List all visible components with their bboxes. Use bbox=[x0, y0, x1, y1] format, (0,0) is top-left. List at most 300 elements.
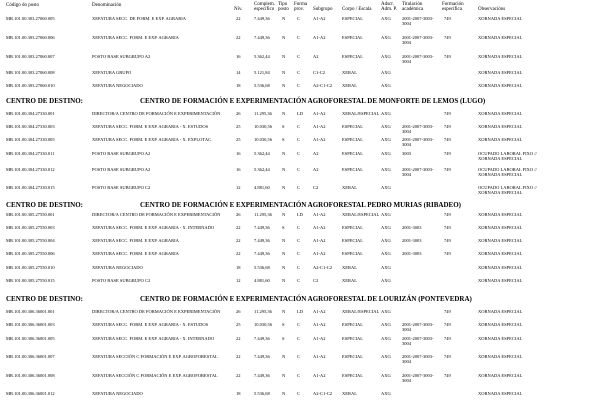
cell-titulacion: 2001-2007-3003- 3004 bbox=[402, 16, 434, 26]
cell-nivel: 12 bbox=[236, 185, 241, 190]
cell-formacion: 749 bbox=[444, 309, 451, 314]
cell-nivel: 18 bbox=[236, 391, 241, 396]
cell-adscr: AXG bbox=[381, 151, 391, 156]
cell-adscr: AXG bbox=[381, 83, 391, 88]
cell-subgrupo: A2-C1-C2 bbox=[313, 391, 332, 396]
cell-tipo: N bbox=[282, 185, 286, 190]
cell-codigo: MR.101.00.305.27550.006 bbox=[6, 251, 55, 256]
cell-nivel: 14 bbox=[236, 70, 241, 75]
cell-tipo: N bbox=[282, 391, 286, 396]
cell-corpo: ESPECIAL bbox=[342, 16, 364, 21]
cell-corpo: ESPECIAL bbox=[342, 354, 364, 359]
cell-forma: LD bbox=[297, 212, 303, 217]
cell-titulacion: 2001-3003 bbox=[402, 251, 422, 256]
cell-tipo: N bbox=[282, 16, 286, 21]
section-label: CENTRO DE DESTINO: bbox=[6, 201, 84, 209]
cell-denominacion: POSTO BASE SUBGRUPO C2 bbox=[92, 185, 151, 190]
cell-adscr: AXG bbox=[381, 251, 391, 256]
cell-corpo: ESPECIAL bbox=[342, 336, 364, 341]
cell-codigo: MR.101.00.304.27330.003 bbox=[6, 124, 55, 129]
cell-subgrupo: A1-A2 bbox=[313, 225, 326, 230]
cell-complemento: 7.449,36 bbox=[254, 373, 270, 378]
cell-corpo: ESPECIAL bbox=[342, 151, 364, 156]
cell-complemento: 4.881,60 bbox=[254, 278, 270, 283]
cell-complemento: 7.449,36 bbox=[254, 336, 270, 341]
cell-formacion: 749 bbox=[444, 336, 451, 341]
cell-adscr: AXG bbox=[381, 336, 391, 341]
cell-tipo: N bbox=[282, 167, 286, 172]
cell-nivel: 26 bbox=[236, 111, 241, 116]
cell-codigo: MR.101.00.304.27330.001 bbox=[6, 111, 55, 116]
header-forma: Forma prov. bbox=[294, 2, 308, 13]
cell-denominacion: XEFATURA SECCIÓN C FORMACIÓN E EXP. AGROFORESTAL bbox=[92, 354, 218, 359]
cell-adscr: AXG bbox=[381, 212, 391, 217]
table-row bbox=[0, 310, 616, 320]
cell-adscr: AXG bbox=[381, 322, 391, 327]
cell-forma: LD bbox=[297, 309, 303, 314]
cell-corpo: ESPECIAL bbox=[342, 167, 364, 172]
cell-titulacion: 2001-2007-3003- 3004 bbox=[402, 336, 434, 346]
table-row bbox=[0, 226, 616, 236]
cell-adscr: AXG bbox=[381, 54, 391, 59]
cell-subgrupo: A2 bbox=[313, 151, 319, 156]
cell-forma: C bbox=[297, 322, 301, 327]
cell-observacions: XORNADA ESPECIAL bbox=[478, 251, 523, 256]
cell-tipo: N bbox=[282, 70, 286, 75]
cell-complemento: 7.449,36 bbox=[254, 354, 270, 359]
cell-codigo: MR.101.00.306.36001.003 bbox=[6, 322, 55, 327]
table-row bbox=[0, 112, 616, 122]
table-row bbox=[0, 252, 616, 262]
cell-titulacion: 3003 bbox=[402, 151, 411, 156]
cell-subgrupo: A1-A2 bbox=[313, 238, 326, 243]
cell-observacions: XORNADA ESPECIAL bbox=[478, 309, 523, 314]
section-header bbox=[0, 201, 616, 211]
cell-forma: C bbox=[297, 35, 301, 40]
cell-observacions: XORNADA ESPECIAL bbox=[478, 354, 523, 359]
cell-complemento: 11.295,36 bbox=[254, 111, 272, 116]
cell-subgrupo: A1-A2 bbox=[313, 111, 326, 116]
cell-denominacion: XEFATURA SECC. FORM. E EXP. AGRARIA - X. INTERNADO bbox=[92, 336, 215, 341]
cell-tipo: N bbox=[282, 212, 286, 217]
cell-titulacion: 2001-2007-3003- 3004 bbox=[402, 354, 434, 364]
cell-forma: C bbox=[297, 265, 301, 270]
cell-titulacion: 2001-2007-3003- 3004 bbox=[402, 124, 434, 134]
table-row bbox=[0, 71, 616, 81]
table-row bbox=[0, 186, 616, 196]
cell-subgrupo: A2 bbox=[313, 167, 319, 172]
cell-titulacion: 2001-2007-3003- 3004 bbox=[402, 137, 434, 147]
cell-formacion: 749 bbox=[444, 35, 451, 40]
cell-codigo: MR.101.00.305.27550.015 bbox=[6, 278, 55, 283]
cell-titulacion: 2001-2007-3003- 3004 bbox=[402, 35, 434, 45]
cell-denominacion: POSTO BASE SUBGRUPO C2 bbox=[92, 278, 151, 283]
cell-corpo: XERAL/ESPECIAL bbox=[342, 212, 380, 217]
cell-codigo: MR.101.00.303.27060.008 bbox=[6, 70, 55, 75]
cell-forma: C bbox=[297, 225, 301, 230]
cell-subgrupo: A2-C1-C2 bbox=[313, 83, 332, 88]
cell-observacions: XORNADA ESPECIAL bbox=[478, 137, 523, 142]
cell-complemento: 7.449,36 bbox=[254, 238, 270, 243]
header-corpo: Corpo / Escala bbox=[342, 7, 372, 12]
cell-subgrupo: A1-A2 bbox=[313, 124, 326, 129]
cell-tipo: S bbox=[282, 137, 285, 142]
cell-codigo: MR.101.00.304.27330.005 bbox=[6, 137, 55, 142]
cell-tipo: N bbox=[282, 265, 286, 270]
cell-forma: C bbox=[297, 124, 301, 129]
cell-adscr: AXG bbox=[381, 354, 391, 359]
cell-nivel: 22 bbox=[236, 373, 241, 378]
cell-corpo: XERAL bbox=[342, 391, 357, 396]
cell-observacions: OCUPADO LABORAL FIXO // XORNADA ESPECIAL bbox=[478, 151, 537, 161]
cell-nivel: 16 bbox=[236, 151, 241, 156]
cell-adscr: AXG bbox=[381, 391, 391, 396]
header-observacions: Observacións bbox=[478, 7, 506, 12]
cell-denominacion: XEFATURA SECC. DE FORM. E EXP. AGRARIA bbox=[92, 16, 187, 21]
cell-denominacion: XEFATURA SECC. FORM. E EXP. AGRARIA - X. ESTUDOS bbox=[92, 322, 209, 327]
cell-observacions: XORNADA ESPECIAL bbox=[478, 111, 523, 116]
cell-codigo: MR.101.00.305.27550.010 bbox=[6, 265, 55, 270]
cell-subgrupo: A1-A2 bbox=[313, 35, 326, 40]
cell-complemento: 5.362,44 bbox=[254, 167, 270, 172]
cell-subgrupo: C2 bbox=[313, 185, 319, 190]
cell-tipo: N bbox=[282, 278, 286, 283]
cell-complemento: 5.536,68 bbox=[254, 83, 270, 88]
cell-formacion: 749 bbox=[444, 225, 451, 230]
cell-subgrupo: A1-A2 bbox=[313, 16, 326, 21]
table-row bbox=[0, 213, 616, 223]
cell-nivel: 25 bbox=[236, 322, 241, 327]
cell-corpo: XERAL bbox=[342, 265, 357, 270]
cell-forma: C bbox=[297, 278, 301, 283]
table-row bbox=[0, 84, 616, 94]
cell-tipo: N bbox=[282, 111, 286, 116]
cell-complemento: 7.449,36 bbox=[254, 225, 270, 230]
cell-formacion: 749 bbox=[444, 111, 451, 116]
cell-denominacion: XEFATURA SECC. FORM. E EXP. AGRARIA - X. ESTUDOS bbox=[92, 124, 209, 129]
cell-denominacion: POSTO BASE SUBGRUPO A2 bbox=[92, 54, 151, 59]
cell-observacions: OCUPADO LABORAL FIXO // XORNADA ESPECIAL bbox=[478, 167, 537, 177]
cell-complemento: 5.536,68 bbox=[254, 265, 270, 270]
cell-codigo: MR.101.00.306.36001.007 bbox=[6, 354, 55, 359]
cell-observacions: XORNADA ESPECIAL bbox=[478, 322, 523, 327]
cell-forma: LD bbox=[297, 111, 303, 116]
cell-complemento: 11.295,36 bbox=[254, 309, 272, 314]
cell-titulacion: 2001-2007-3003- 3004 bbox=[402, 373, 434, 383]
cell-corpo: ESPECIAL bbox=[342, 124, 364, 129]
cell-forma: C bbox=[297, 83, 301, 88]
cell-subgrupo: A2-C1-C2 bbox=[313, 265, 332, 270]
table-row bbox=[0, 55, 616, 65]
cell-codigo: MR.101.00.304.27330.011 bbox=[6, 151, 55, 156]
cell-tipo: N bbox=[282, 309, 286, 314]
cell-codigo: MR.101.00.303.27060.005 bbox=[6, 16, 55, 21]
cell-corpo: ESPECIAL bbox=[342, 373, 364, 378]
table-row bbox=[0, 323, 616, 333]
cell-forma: C bbox=[297, 354, 301, 359]
cell-formacion: 749 bbox=[444, 212, 451, 217]
cell-denominacion: XEFATURA SECC. FORM. E EXP. AGRARIA - X. EXPLOTAC. bbox=[92, 137, 213, 142]
cell-denominacion: DIRECTOR/A CENTRO DE FORMACIÓN E EXPERIMENTACIÓN bbox=[92, 309, 221, 314]
table-row bbox=[0, 36, 616, 46]
cell-complemento: 7.449,36 bbox=[254, 16, 270, 21]
cell-tipo: S bbox=[282, 322, 285, 327]
cell-observacions: XORNADA ESPECIAL bbox=[478, 54, 523, 59]
cell-codigo: MR.101.00.303.27060.010 bbox=[6, 83, 55, 88]
cell-adscr: AXG bbox=[381, 111, 391, 116]
cell-adscr: AXG bbox=[381, 238, 391, 243]
cell-corpo: XERAL bbox=[342, 83, 357, 88]
cell-formacion: 749 bbox=[444, 354, 451, 359]
header-adscr: Adscr. Adm. P. bbox=[381, 2, 397, 13]
cell-titulacion: 2001-2007-3003- 3004 bbox=[402, 54, 434, 64]
cell-complemento: 10.030,56 bbox=[254, 137, 272, 142]
cell-forma: C bbox=[297, 151, 301, 156]
cell-adscr: AXG bbox=[381, 137, 391, 142]
cell-tipo: N bbox=[282, 238, 286, 243]
cell-adscr: AXG bbox=[381, 265, 391, 270]
cell-corpo: XERAL/ESPECIAL bbox=[342, 309, 380, 314]
cell-nivel: 22 bbox=[236, 238, 241, 243]
cell-subgrupo: A1-A2 bbox=[313, 354, 326, 359]
cell-formacion: 749 bbox=[444, 251, 451, 256]
cell-codigo: MR.101.00.305.27550.003 bbox=[6, 225, 55, 230]
cell-subgrupo: A1-A2 bbox=[313, 373, 326, 378]
section-header bbox=[0, 97, 616, 107]
section-label: CENTRO DE DESTINO: bbox=[6, 97, 84, 105]
cell-forma: C bbox=[297, 54, 301, 59]
cell-denominacion: XEFATURA NEGOCIADO bbox=[92, 83, 143, 88]
cell-corpo: ESPECIAL bbox=[342, 251, 364, 256]
cell-tipo: N bbox=[282, 373, 286, 378]
cell-denominacion: POSTO BASE SUBGRUPO A2 bbox=[92, 151, 151, 156]
cell-corpo: ESPECIAL bbox=[342, 35, 364, 40]
header-nivel: Nív. bbox=[234, 7, 243, 12]
cell-corpo: ESPECIAL bbox=[342, 322, 364, 327]
cell-complemento: 5.121,84 bbox=[254, 70, 270, 75]
cell-tipo: N bbox=[282, 151, 286, 156]
cell-forma: C bbox=[297, 70, 301, 75]
cell-subgrupo: A2 bbox=[313, 54, 319, 59]
cell-complemento: 7.449,36 bbox=[254, 251, 270, 256]
cell-subgrupo: A1-A2 bbox=[313, 336, 326, 341]
cell-formacion: 749 bbox=[444, 124, 451, 129]
cell-nivel: 22 bbox=[236, 16, 241, 21]
cell-nivel: 16 bbox=[236, 167, 241, 172]
cell-forma: C bbox=[297, 137, 301, 142]
header-titulacion: Titulación académica bbox=[402, 2, 424, 13]
cell-formacion: 749 bbox=[444, 16, 451, 21]
cell-observacions: XORNADA ESPECIAL bbox=[478, 83, 523, 88]
table-row bbox=[0, 138, 616, 148]
table-row bbox=[0, 125, 616, 135]
cell-denominacion: XEFATURA SECC. FORM. E EXP. AGRARIA - X. INTERNADO bbox=[92, 225, 215, 230]
cell-denominacion: DIRECTOR/A CENTRO DE FORMACIÓN E EXPERIMENTACIÓN bbox=[92, 212, 221, 217]
cell-denominacion: XEFATURA SECC. FORM. E EXP. AGRARIA bbox=[92, 238, 179, 243]
cell-formacion: 749 bbox=[444, 54, 451, 59]
cell-tipo: S bbox=[282, 124, 285, 129]
cell-adscr: AXG bbox=[381, 70, 391, 75]
cell-complemento: 5.536,68 bbox=[254, 391, 270, 396]
cell-adscr: AXG bbox=[381, 225, 391, 230]
cell-forma: C bbox=[297, 336, 301, 341]
cell-codigo: MR.101.00.303.27060.006 bbox=[6, 35, 55, 40]
cell-observacions: XORNADA ESPECIAL bbox=[478, 336, 523, 341]
cell-tipo: N bbox=[282, 35, 286, 40]
table-row bbox=[0, 239, 616, 249]
cell-forma: C bbox=[297, 373, 301, 378]
cell-tipo: S bbox=[282, 336, 285, 341]
cell-nivel: 22 bbox=[236, 35, 241, 40]
cell-formacion: 749 bbox=[444, 322, 451, 327]
cell-complemento: 5.362,44 bbox=[254, 54, 270, 59]
header-complemento: Complem. específico bbox=[254, 2, 275, 13]
cell-forma: C bbox=[297, 185, 301, 190]
cell-subgrupo: A1-A2 bbox=[313, 212, 326, 217]
header-codigo: Código do posto bbox=[6, 3, 40, 8]
cell-codigo: MR.101.00.306.36001.008 bbox=[6, 373, 55, 378]
cell-corpo: XERAL bbox=[342, 185, 357, 190]
cell-observacions: XORNADA ESPECIAL bbox=[478, 16, 523, 21]
header-denominacion: Denominación bbox=[92, 3, 122, 8]
cell-tipo: N bbox=[282, 54, 286, 59]
cell-formacion: 749 bbox=[444, 167, 451, 172]
cell-codigo: MR.101.00.306.36001.005 bbox=[6, 336, 55, 341]
cell-nivel: 25 bbox=[236, 124, 241, 129]
cell-forma: C bbox=[297, 238, 301, 243]
cell-codigo: MR.101.00.305.27550.004 bbox=[6, 238, 55, 243]
cell-complemento: 11.295,36 bbox=[254, 212, 272, 217]
cell-subgrupo: A1-A2 bbox=[313, 137, 326, 142]
cell-observacions: XORNADA ESPECIAL bbox=[478, 212, 523, 217]
cell-nivel: 25 bbox=[236, 137, 241, 142]
cell-observacions: XORNADA ESPECIAL bbox=[478, 278, 523, 283]
cell-observacions: XORNADA ESPECIAL bbox=[478, 225, 523, 230]
cell-nivel: 12 bbox=[236, 278, 241, 283]
table-row bbox=[0, 168, 616, 178]
cell-titulacion: 2001-3003 bbox=[402, 238, 422, 243]
section-label: CENTRO DE DESTINO: bbox=[6, 295, 84, 303]
cell-subgrupo: A1-A2 bbox=[313, 322, 326, 327]
table-row bbox=[0, 355, 616, 365]
cell-observacions: XORNADA ESPECIAL bbox=[478, 265, 523, 270]
cell-denominacion: XEFATURA SECCIÓN C FORMACIÓN E EXP. AGROFORESTAL bbox=[92, 373, 218, 378]
cell-codigo: MR.101.00.304.27330.012 bbox=[6, 167, 55, 172]
cell-complemento: 7.449,36 bbox=[254, 35, 270, 40]
cell-denominacion: XEFATURA GRUPO bbox=[92, 70, 132, 75]
section-title: CENTRO DE FORMACIÓN E EXPERIMENTACIÓN AGROFORESTAL DE MONFORTE DE LEMOS (LUGO) bbox=[140, 97, 486, 105]
cell-adscr: AXG bbox=[381, 16, 391, 21]
table-row bbox=[0, 266, 616, 276]
cell-subgrupo: A1-A2 bbox=[313, 251, 326, 256]
cell-nivel: 18 bbox=[236, 265, 241, 270]
cell-nivel: 22 bbox=[236, 251, 241, 256]
cell-formacion: 749 bbox=[444, 151, 451, 156]
cell-denominacion: XEFATURA SECC. FORM. E EXP. AGRARIA bbox=[92, 35, 179, 40]
table-row bbox=[0, 17, 616, 27]
cell-titulacion: 2001-2007-3003- 3004 bbox=[402, 322, 434, 332]
cell-observacions: XORNADA ESPECIAL bbox=[478, 124, 523, 129]
cell-corpo: ESPECIAL bbox=[342, 137, 364, 142]
cell-adscr: AXG bbox=[381, 185, 391, 190]
cell-subgrupo: C1-C2 bbox=[313, 70, 326, 75]
cell-observacions: XORNADA ESPECIAL bbox=[478, 70, 523, 75]
cell-forma: C bbox=[297, 391, 301, 396]
cell-nivel: 18 bbox=[236, 83, 241, 88]
cell-observacions: XORNADA ESPECIAL bbox=[478, 391, 523, 396]
cell-observacions: XORNADA ESPECIAL bbox=[478, 238, 523, 243]
cell-denominacion: XEFATURA SECC. FORM. E EXP. AGRARIA bbox=[92, 251, 179, 256]
cell-adscr: AXG bbox=[381, 373, 391, 378]
cell-corpo: XERAL/ESPECIAL bbox=[342, 111, 380, 116]
cell-adscr: AXG bbox=[381, 167, 391, 172]
cell-denominacion: DIRECTOR/A CENTRO DE FORMACIÓN E EXPERIMENTACIÓN bbox=[92, 111, 221, 116]
cell-denominacion: XEFATURA NEGOCIADO bbox=[92, 391, 143, 396]
cell-titulacion: 2001-3003 bbox=[402, 225, 422, 230]
cell-tipo: N bbox=[282, 83, 286, 88]
table-row bbox=[0, 392, 616, 402]
cell-codigo: MR.101.00.305.27550.001 bbox=[6, 212, 55, 217]
table-row bbox=[0, 337, 616, 347]
cell-codigo: MR.101.00.306.36001.001 bbox=[6, 309, 55, 314]
section-title: CENTRO DE FORMACIÓN E EXPERIMENTACIÓN AGROFORESTAL PEDRO MURIAS (RIBADEO) bbox=[140, 201, 461, 209]
table-row bbox=[0, 374, 616, 384]
cell-corpo: ESPECIAL bbox=[342, 54, 364, 59]
section-title: CENTRO DE FORMACIÓN E EXPERIMENTACIÓN AGROFORESTAL DE LOURIZÁN (PONTEVEDRA) bbox=[140, 295, 472, 303]
cell-formacion: 749 bbox=[444, 137, 451, 142]
cell-codigo: MR.101.00.303.27060.007 bbox=[6, 54, 55, 59]
cell-denominacion: POSTO BASE SUBGRUPO A2 bbox=[92, 167, 151, 172]
cell-tipo: N bbox=[282, 354, 286, 359]
header-formacion: Formación específica bbox=[442, 2, 464, 13]
cell-nivel: 22 bbox=[236, 225, 241, 230]
cell-observacions: OCUPADO LABORAL FIXO // XORNADA ESPECIAL bbox=[478, 185, 537, 195]
cell-corpo: XERAL bbox=[342, 278, 357, 283]
cell-nivel: 22 bbox=[236, 354, 241, 359]
cell-tipo: N bbox=[282, 251, 286, 256]
cell-codigo: MR.101.00.306.36001.012 bbox=[6, 391, 55, 396]
cell-forma: C bbox=[297, 16, 301, 21]
cell-corpo: XERAL bbox=[342, 70, 357, 75]
cell-nivel: 26 bbox=[236, 309, 241, 314]
header-subgrupo: Subgrupo bbox=[313, 7, 333, 12]
section-header bbox=[0, 295, 616, 305]
cell-subgrupo: A1-A2 bbox=[313, 309, 326, 314]
cell-complemento: 5.362,44 bbox=[254, 151, 270, 156]
cell-subgrupo: C2 bbox=[313, 278, 319, 283]
cell-formacion: 749 bbox=[444, 373, 451, 378]
table-row bbox=[0, 279, 616, 289]
header-tipo: Tipo posto bbox=[278, 2, 289, 13]
cell-corpo: ESPECIAL bbox=[342, 238, 364, 243]
cell-adscr: AXG bbox=[381, 124, 391, 129]
cell-complemento: 10.030,56 bbox=[254, 124, 272, 129]
cell-complemento: 4.881,60 bbox=[254, 185, 270, 190]
table-row bbox=[0, 152, 616, 162]
cell-forma: C bbox=[297, 251, 301, 256]
cell-formacion: 749 bbox=[444, 238, 451, 243]
cell-tipo: S bbox=[282, 225, 285, 230]
cell-corpo: ESPECIAL bbox=[342, 225, 364, 230]
cell-observacions: XORNADA ESPECIAL bbox=[478, 35, 523, 40]
cell-adscr: AXG bbox=[381, 278, 391, 283]
cell-nivel: 26 bbox=[236, 212, 241, 217]
cell-adscr: AXG bbox=[381, 309, 391, 314]
cell-codigo: MR.101.00.304.27330.015 bbox=[6, 185, 55, 190]
cell-observacions: XORNADA ESPECIAL bbox=[478, 373, 523, 378]
cell-complemento: 10.030,56 bbox=[254, 322, 272, 327]
cell-denominacion: XEFATURA NEGOCIADO bbox=[92, 265, 143, 270]
